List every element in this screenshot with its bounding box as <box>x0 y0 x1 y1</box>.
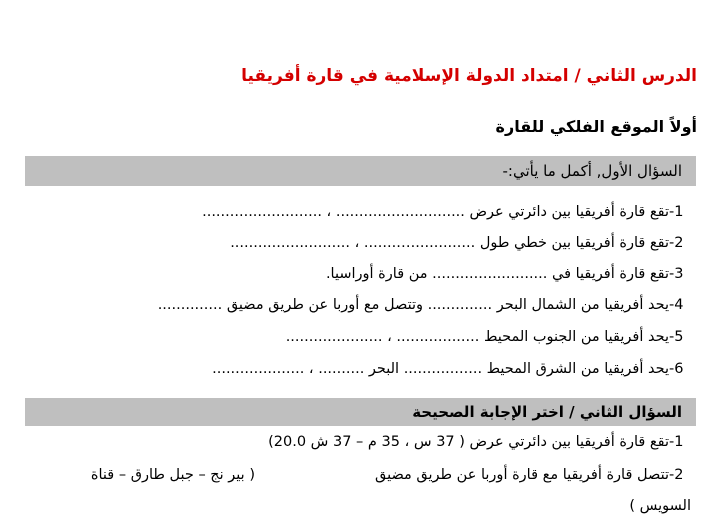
item-number: 1- <box>669 204 684 220</box>
item-text: يحد أفريقيا من الشمال البحر .............. وتتصل مع أوربا عن طريق مضيق .............. <box>157 297 669 313</box>
question2-options: ( بير نج – جبل طارق – قناة <box>90 467 255 483</box>
question1-item <box>51 204 691 230</box>
question1-item <box>51 361 691 387</box>
item-text: تقع قارة أفريقيا بين دائرتي عرض ( 37 س ، 35 م – 37 ش 20.0) <box>268 434 669 450</box>
item-number: 4- <box>669 297 684 313</box>
question2-options-continued: السويس ) <box>629 498 691 514</box>
question1-item <box>51 266 691 292</box>
item-number: 6- <box>669 361 684 377</box>
item-number: 3- <box>669 266 684 282</box>
item-text: يحد أفريقيا من الشرق المحيط ................. البحر .......... ، .................... <box>212 361 669 377</box>
question1-item <box>51 235 691 261</box>
question1-item <box>51 297 691 323</box>
item-text: تقع قارة أفريقيا بين خطي طول ..............…....... ، .......................... <box>230 235 669 251</box>
item-text: تتصل قارة أفريقيا مع قارة أوربا عن طريق مضيق <box>374 467 669 483</box>
question1-item <box>51 329 691 355</box>
question2-heading: السؤال الثاني / اختر الإجابة الصحيحة <box>25 398 696 426</box>
question2-item <box>31 434 691 450</box>
section-heading: أولاً الموقع الفلكي للقارة <box>495 117 697 136</box>
item-number: 5- <box>669 329 684 345</box>
item-text: تقع قارة أفريقيا في ......................... من قارة أوراسيا. <box>325 266 669 282</box>
item-number: 2- <box>669 467 684 483</box>
question1-heading: السؤال الأول, أكمل ما يأتي:- <box>25 156 696 186</box>
lesson-title: الدرس الثاني / امتداد الدولة الإسلامية في قارة أفريقيا <box>241 66 697 86</box>
item-text: يحد أفريقيا من الجنوب المحيط .................. ، ..................... <box>285 329 669 345</box>
item-number: 1- <box>669 434 684 450</box>
item-text: تقع قارة أفريقيا بين دائرتي عرض ............................ ، .......................... <box>202 204 669 220</box>
item-number: 2- <box>669 235 684 251</box>
